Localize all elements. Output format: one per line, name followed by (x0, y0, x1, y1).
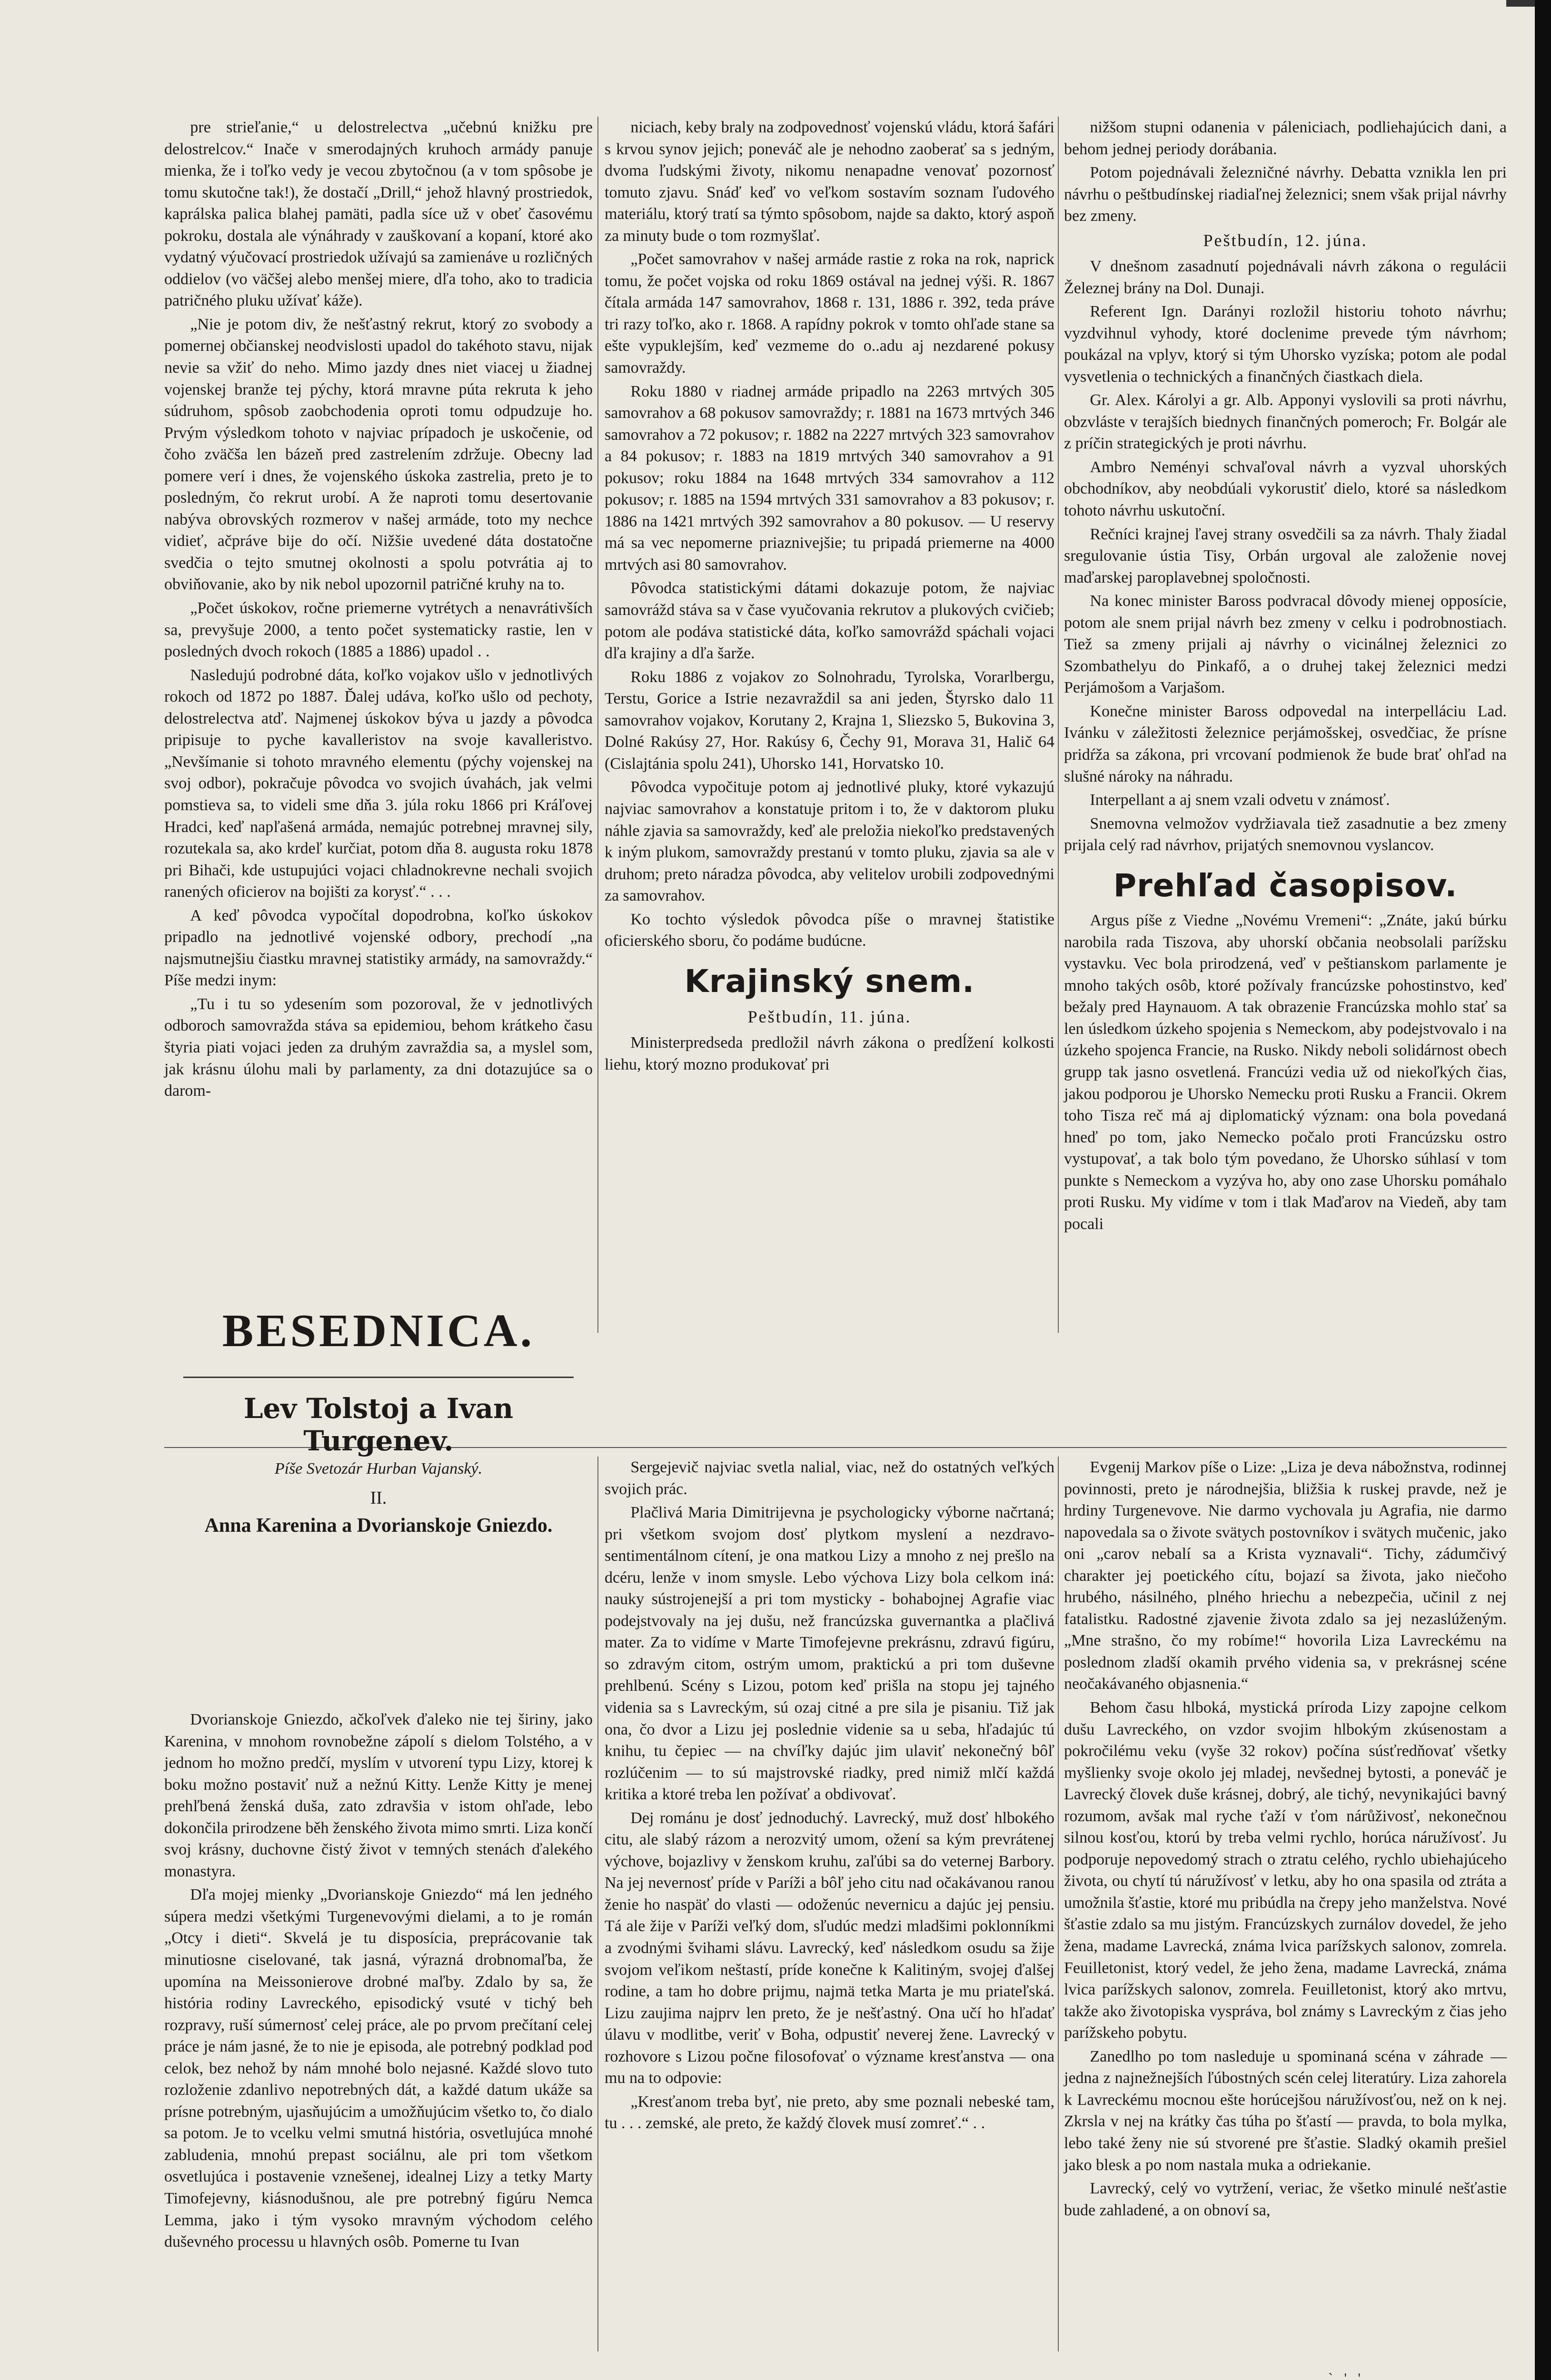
scan-edge-corner (1506, 0, 1535, 7)
paragraph: Referent Ign. Darányi rozložil historiu tohoto návrhu; vyzdvihnul vyhody, ktoré doclenime prevede tým návrhom; poukázal na vplyv, ktorý si tým Uhorsko vyzíska; potom ale podal vysvetlenia o technických a finančných čiastkach diela. (1064, 303, 1507, 386)
paragraph: Pôvodca statistickými dátami dokazuje potom, že najviac samovrážd stáva sa v čase vyučovania rekrutov a plukových cvičieb; potom ale podáva statistické dáta, koľko samovrážd spáchali vojaci dľa krajiny a dľa šarže. (605, 579, 1054, 663)
paragraph: Ministerpredseda predložil návrh zákona o predĺžení kolkosti liehu, ktorý mozno produkovať pri (605, 1034, 1054, 1073)
paragraph: Potom pojednávali železničné návrhy. Debatta vznikla len pri návrhu o peštbudínskej riadiaľnej železnici; snem však prijal návrhy bez zmeny. (1064, 164, 1507, 225)
column-middle-top (605, 117, 1054, 1076)
paragraph: Evgenij Markov píše o Lize: „Liza je deva nábožnstva, rodinnej povinnosti, preto je národnejšia, bližšia k ruskej pravde, než je hrdiny Turgenevove. Nie darmo vychovala ju Agrafia, nie darmo napovedala sa o živote svätych postovníkov i svätych mučenic, jako oni „carov nebalí sa a Krista vyznavali“. Tichy, zádumčivý charakter jej poetického cítu, bojazí sa života, jako niečoho hrubého, násilného, plného hriechu a nebezpečia, učinil z nej fatalistku. Radostné zjavenie života zdalo sa jej nezaslúženým. „Mne strašno, čo my robíme!“ hovorila Liza Lavreckému na poslednom zladší okamih prvého videnia sa, v prekrásnej scéne neočakávaného objasnenia.“ (1064, 1458, 1507, 1693)
paragraph: Konečne minister Baross odpovedal na interpelláciu Lad. Ivánku v záležitosti železnice perjámošskej, osvedčiac, že prísne pridŕža sa zákona, pri vrcovaní podmienok že bude brať ohľad na slušné nároky na náhradu. (1064, 702, 1507, 785)
paragraph: Zanedlho po tom nasleduje u spominaná scéna v záhrade — jedna z najnežnejších ľúbostných scén celej literatúry. Liza zahorela k Lavreckému mocnou ešte horúcejšou náružívosťou, než on k nej. Zkrsla v nej na krátky čas túha po šťastí — pravda, to bola mylka, lebo také ženy nie sú stvorené pre šťastie. Sladký okamih prešiel jako blesk a po nom nastala muka a odriekanie. (1064, 2047, 1507, 2174)
paragraph: A keď pôvodca vypočítal dopodrobna, koľko úskokov pripadlo na jednotlivé vojenské odbory, prechodí „na najsmutnejšiu čiastku mravnej statistiky armády, na samovraždy.“ Píše medzi inym: (164, 906, 593, 990)
paragraph: Dvorianskoje Gniezdo, ačkoľvek ďaleko nie tej širiny, jako Karenina, v mnohom rovnobežne zápolí s dielom Tolstého, a v jednom ho možno predčí, myslím v utvorení typu Lizy, ktorej k boku možno postaviť nuž a nežnú Kitty. Lenže Kitty je menej prehľbená ženská duša, zato zdravšia v istom ohľade, lebo dokončila prirodzene běh ženského života mimo smrti. Liza končí svoj krásny, duchovne čistý život v temných stenách ďalekého monastyra. (164, 1711, 593, 1880)
column-divider (1058, 117, 1059, 1333)
krajinsky-snem-heading: Krajinský snem. (684, 962, 975, 1000)
paragraph: Nasledujú podrobné dáta, koľko vojakov ušlo v jednotlivých rokoch od 1872 po 1887. Ďalej udáva, koľko ušlo od pechoty, delostrelectva atď. Najmenej úskokov býva u jazdy a pôvodca pripisuje to pyche kavalleristov na svoje kavalleristvo. „Nevšímanie si tohoto mravného elementu (pýchy vojenskej na svoj odbor), pokračuje pôvodca vo svojich úvahách, jak velmi pomstieva sa, to videli sme dňa 3. júla roku 1866 pri Kráľovej Hradci, keď napľašená armáda, nemajúc potrebnej mravnej sily, rozutekala sa, ako krdeľ kurčiat, potom dňa 8. augusta roku 1878 pri Bihači, kde ustupujúci vojaci chladnokrevne nechali svojich ranených oficierov na bojišti za korysť.“ . . . (164, 666, 593, 901)
paragraph: Roku 1886 z vojakov zo Solnohradu, Tyrolska, Vorarlbergu, Terstu, Gorice a Istrie nezavraždil sa ani jeden, Štyrsko dalo 11 samovrahov vojakov, Korutany 2, Krajna 1, Sliezsko 5, Bukovina 3, Dolné Rakúsy 27, Hor. Rakúsy 6, Čechy 91, Morava 31, Halič 64 (Cislajtánia spolu 241), Uhorsko 141, Horvatsko 10. (605, 668, 1054, 773)
paragraph: Ambro Neményi schvaľoval návrh a vyzval uhorských obchodníkov, aby neobdúali vykorustiť dielo, ktoré sa následkom tohoto návrhu uskutoční. (1064, 458, 1507, 519)
paragraph: „Kresťanom treba byť, nie preto, aby sme poznali nebeské tam, tu . . . zemské, ale preto, že každý človek musí zomreť.“ . . (605, 2092, 1054, 2132)
paragraph: Plačlivá Maria Dimitrijevna je psychologicky výborne načrtaná; pri všetkom svojom dosť plytkom myslení a nezdravo-sentimentálnom cítení, je ona matkou Lizy a mnoho z nej prešlo na dcéru, lenže v inom smysle. Lebo výchova Lizy bola celkom iná: nauky sústrojenejší a pri tom mysticky - bohabojnej Agrafie viac podejstvovaly na jej dušu, než francúzska guvernantka a plačlivá mater. Za to vidíme v Marte Timofejevne prekrásnu, zdravú figúru, so zdravým citom, ostrým umom, praktickú a pri tom duševne prehlbenú. Scény s Lizou, potom keď prišla na stopu jej tajného videnia sa s Lavreckým, sú ozaj citné a pre sila je pisaniu. Tiž jak ona, čo dvor a Lizu jej poslednie videnie sa u seba, hľadajúc tú knihu, tu čepiec — na chvíľky dajúc jim ulaviť nekonečný bôľ rozlúčenim — to sú majstrovské riadky, pred nimiž mlčí každá kritika a ktoré treba len požívať a obdivovať. (605, 1504, 1054, 1804)
paragraph: Gr. Alex. Károlyi a gr. Alb. Apponyi vyslovili sa proti návrhu, obzvláste v terajších biednych finančných pomeroch; Fr. Bolgár ale z príčin strategických je proti návrhu. (1064, 391, 1507, 453)
paragraph: Interpellant a aj snem vzali odvetu v známosť. (1090, 791, 1390, 809)
column-divider (1058, 1457, 1059, 2351)
dateline: Peštbudín, 11. júna. (747, 1007, 912, 1027)
paragraph: V dnešnom zasadnutí pojednávali návrh zákona o regulácii Železnej brány na Dol. Dunaji. (1064, 257, 1507, 297)
column-right-bottom (1064, 1457, 1507, 2221)
paragraph: Dej románu je dosť jednoduchý. Lavrecký, muž dosť hlbokého citu, ale slabý rázom a nerozvitý umom, ožení sa kým prevrátenej výchove, bojazlivy v ženskom kruhu, zaľúbi sa do veternej Barbory. Na jej nevernosť príde v Paríži a bôľ jeho citu nad očakávanou ranou ženie ho naspäť do vlasti — odoženúc nevernicu a dajúc jej pensiu. Tá ale žije v Paríži veľký dom, sľudúc medzi mladšimi poklonníkmi a zvodnými švihami slávu. Lavrecký, keď následkom osudu sa žije svojom veľikom neštastí, príde konečne k Kalitiným, svojej ďalšej rodine, a tam ho dobre prijmu, najmä tetka Marta je mu priateľská. Lizu zaujima najprv len preto, že je nešťastný. Ona učí ho hľadať úlavu v modlitbe, veriť v Boha, odpustiť neverej žene. Lavrecký v rozhovore s Lizou počne filosofovať o význame kresťanstva — ona mu na to odpovie: (605, 1809, 1054, 2087)
article-title: Lev Tolstoj a Ivan Turgenev. (243, 1392, 514, 1457)
section-title: Anna Karenina a Dvorianskoje Gniezdo. (204, 1515, 553, 1537)
column-left-top (164, 117, 593, 1102)
column-divider (597, 117, 598, 1333)
paragraph: Ko tochto výsledok pôvodca píše o mravnej štatistike oficierského sboru, čo podáme budúcne. (605, 910, 1054, 950)
prehlad-casopisov-heading: Prehľad časopisov. (1113, 867, 1458, 904)
column-middle-bottom (605, 1457, 1054, 2134)
paragraph: nižšom stupni odanenia v páleniciach, podliehajúcich dani, a behom jednej periody dorábania. (1064, 119, 1507, 158)
besednica-masthead (164, 1276, 593, 1542)
paragraph: „Počet samovrahov v našej armáde rastie z roka na rok, naprick tomu, že počet vojska od roku 1869 ostával na jednej výši. R. 1867 čítala armáda 147 samovrahov, 1868 r. 131, 1886 r. 392, teda práve tri razy toľko, ako r. 1868. A rapídny pokrok v tomto ohľade stane sa ešte vypuklejším, keď vezmeme do o..adu aj nezdarené pokusy samovraždy. (605, 250, 1054, 377)
column-left-bottom (164, 1709, 593, 2253)
paragraph: Dľa mojej mienky „Dvorianskoje Gniezdo“ má len jedného súpera medzi všetkými Turgenevovými dielami, a to je román „Otcy i dieti“. Skvelá je tu disposícia, preprácovanie tak minutiosne ciselované, tak jasná, výrazná drobnomaľba, že upomína na Meissonierove drobné maľby. Zdalo by sa, že história rodiny Lavreckého, episodický vsuté v tichý beh rozpravy, ruší súmernosť celej práce, ale po prvom prečítaní celej práce je nám jasné, že to nie je episoda, ale potrebný podklad pod celok, bez nehož by nám mnohé bolo nejasné. Každé slovo tuto rozloženie zdanlivo nepotrebných dát, a každé datum ukáže sa prísne potrebným, ujasňujúcim a umožňujúcim všetko to, čo dialo sa potom. Je to vcelku velmi smutná história, osvetlujúca mnohé zabludenia, mnohú prepast sociálnu, ale pri tom všetkom osvetlujúca i postavenie vznešenej, idealnej Lizy a tetky Marty Timofejevny, kiásnodušnou, ale pre potrebný figúru Nemca Lemma, jako i tým vysoko mravným východom celého duševného processu u hlavných osôb. Pomerne tu Ivan (164, 1886, 593, 2251)
column-right-top (1064, 117, 1507, 1235)
paragraph: „Nie je potom div, že nešťastný rekrut, ktorý zo svobody a pomernej občianskej neodvislosti upadol do takéhoto stavu, nijak nevie sa vžiť do neho. Mimo jazdy dnes niet viacej u žiadnej vojenskej branže tej pýchy, ktorá mravne púta rekruta k jeho súdruhom, spôsob zaobchodenia oproti tomu odpudzuje ho. Prvým výsledkom tohoto v najviac prípadoch je uskočenie, od čoho zväčša len bázeň pred zastrelením zdržuje. Obecny lad pomere verí i dnes, že vojenského úskoka zastrelia, preto je to posledným, čo rekrut urobí. A že naproti tomu desertovanie nabýva obrovských rozmerov v našej armáde, toto my nechce vidieť, ačpráve bije do očí. Nižšie uvedené dáta dostatočne svedčia o tejto smutnej okolnosti a spolu potvrátia aj to obviňovanie, ako by nik nebol upozornil patričné kruhy na to. (164, 315, 593, 594)
byline: Píše Svetozár Hurban Vajanský. (274, 1460, 483, 1478)
paragraph: Behom času hlboká, mystická príroda Lizy zapojne celkom dušu Lavreckého, on vzdor svojim hlbokým zkúsenostam a pokročilému veku (vyše 32 rokov) počína súsťredňovať všetky myšlienky svoje okolo jej mladej, nevšednej bytosti, a poneváč je Lavrecký človek duše krásnej, dobrý, ale tichý, nevynikajúci bavný rozumom, avšak mal ryche ťaží v ťom nárůživosť, nekonečnou silnou kosťou, ktorú by treba velmi rychlo, horúca náružívosť. Ju podporuje nepovedomý strach o ztratu celého, rychlo ubiehajúceho života, ou chytí tú náružívosť v letku, aby ho ona spasila od ztráta a umožnila šťastie, ktoré mu pribúdla na črepy jeho manželstva. Nové šťastie zdalo sa mu jistým. Francúzskych zurnálov dovedel, že jeho žena, madame Lavrecká, známa lvica parížskych salonov, zomrela. Feuilletonist, ktorý vedel, že jeho žena, madame Lavrecká, známa lvica parížskych salonov, zomrela. Feuilletonist, ktorý ako mrtvu, takže ako životopiska vyspráva, bol známy s Lavreckým z čias jeho parížskeho pobytu. (1064, 1699, 1507, 2042)
paragraph: „Tu i tu so ydesením som pozoroval, že v jednotlivých odboroch samovražda stáva sa epidemiou, behom krátkeho času štyria piati vojaci jeden za druhým zavraždia sa, a myslel som, jak krásnu úlohu mali by parlamenty, za dni dotazujúce sa o darom- (164, 995, 593, 1100)
besednica-title: BESEDNICA. (222, 1305, 535, 1357)
paragraph: pre strieľanie,“ u delostrelectva „učebnú knižku pre delostrelcov.“ Inače v smerodajných kruhoch armády panuje mienka, že i toľko vedy je vecou zbytočnou (a v tom spôsobe je tomu skutočne tak!), že dostačí „Drill,“ jehož hlavný prostriedok, kaprálska palica blahej pamäti, padla síce už v obeť časovému pokroku, dostala ale výnáhrady v zauškovaní a kopaní, ktoré ako vydatný výučovací prostriedok užívajú sa zamienáve u rozličných oddielov (vo väčšej alebo menšej miere, dľa toho, ako to tradicia patričného pluku užívať káže). (164, 119, 593, 310)
footer-mark: ` ' ' (1328, 2370, 1364, 2380)
paragraph: Roku 1880 v riadnej armáde pripadlo na 2263 mrtvých 305 samovrahov a 68 pokusov samovraždy; r. 1881 na 1673 mrtvých 346 samovrahov a 72 pokusov; r. 1882 na 2227 mrtvých 323 samovrahov a 84 pokusov; r. 1883 na 1819 mrtvých 340 samovrahov a 91 pokusov; roku 1884 na 1648 mrtvých 334 samovrahov a 112 pokusov; r. 1885 na 1594 mrtvých 331 samovrahov a 83 pokusov; r. 1886 na 1421 mrtvých 392 samovrahov a 80 pokusov. — U reservy má sa vec nepomerne priaznivejšie; tu pripadá priemerne na 4000 mrtvých asi 80 samovrahov. (605, 382, 1054, 574)
paragraph: Argus píše z Viedne „Novému Vremeni“: „Znáte, jakú búrku narobila rada Tiszova, aby uhorskí občania neobsolali parížsku vystavku. Vec bola prirodzená, veď v peštianskom parlamente je mnoho takých osôb, ktoré požívaly francúzske pohostinstvo, keď bežaly pred Haynauom. A tak obrazenie Francúzska mohlo stať sa len úsledkom úzkeho spojenia s Nemeckom, aby podejstvovalo i na úzkeho spojenca Francie, na Rusko. Nikdy neboli solidárnost obech grupp tak jasno osvetlená. Francúzi vedia už od niekoľkých čias, jakou podporou je Uhorsko Nemecku proti Rusku a Francii. Okrem toho Tisza reč má aj diplomatický význam: ona bola povedaná hneď po tom, jako Nemecko počalo proti Francúzsku ostro vystupovať, a tak bolo tým povedano, že Uhorsko súhlasí v tom punkte s Nemeckom a vyzýva ho, aby ono zase Uhorsku pomáhalo proti Rusku. My vidíme v tom i tlak Maďarov na Viedeň, aby tam pocali (1064, 912, 1507, 1233)
paragraph: Snemovna velmožov vydržiavala tiež zasadnutie a bez zmeny prijala celý rad návrhov, prijatých snemovnou vyslancov. (1064, 814, 1507, 854)
scan-edge (1535, 0, 1551, 2380)
paragraph: Pôvodca vypočituje potom aj jednotlivé pluky, ktoré vykazujú najviac samovrahov a konstatuje pritom i to, že v daktorom pluku náhle zjavia sa samovraždy, keď ale preložia niekoľko predstavených k iným plukom, samovraždy prestanú v tomto pluku, zjavia sa ale v druhom; preto náradza pôvodca, aby velitelov urobili zodpovednými za samovrahov. (605, 778, 1054, 905)
paragraph: Lavrecký, celý vo vytržení, veriac, že všetko minulé nešťastie bude zahladené, a on obnoví sa, (1064, 2180, 1507, 2219)
paragraph: Rečníci krajnej ľavej strany osvedčili sa za návrh. Thaly žiadal sregulovanie ústia Tisy, Orbán urgoval ale založenie novej maďarskej paroplavebnej spoločnosti. (1064, 525, 1507, 586)
paragraph: niciach, keby braly na zodpovednosť vojenskú vládu, ktorá šafári s krvou synov jejich; poneváč ale je nehodno zaoberať sa s jedným, dvoma ľudskými životy, nikomu nenapadne venovať pozornosť tomuto zjavu. Snáď keď vo veľkom sostavím soznam ľudového materiálu, ktorý tratí sa týmto spôsobom, najde sa dakto, ktorý aspoň za minuty bude o tom rozmyšlať. (605, 119, 1054, 245)
dateline: Peštbudín, 12. júna. (1203, 230, 1368, 250)
paragraph: „Počet úskokov, ročne priemerne vytrétych a nenavrátivších sa, prevyšuje 2000, a tento počet systematicky rastie, len v posledných dvoch rokoch (1885 a 1886) upadol . . (164, 599, 593, 661)
paragraph: Sergejevič najviac svetla nalial, viac, než do ostatných veľkých svojich prác. (605, 1458, 1054, 1498)
column-divider (597, 1457, 598, 2351)
part-number: II. (370, 1488, 387, 1508)
paragraph: Na konec minister Baross podvracal dôvody mienej opposície, potom ale snem prijal návrh bez zmeny v celku i podrobnostiach. Tiež sa zmeny prijali aj návrhy o vicinálnej železnici zo Szombathelyu do Pinkafő, a o druhej takej železnici medzi Perjámošom a Varjašom. (1064, 592, 1507, 697)
masthead-rule (183, 1377, 574, 1378)
